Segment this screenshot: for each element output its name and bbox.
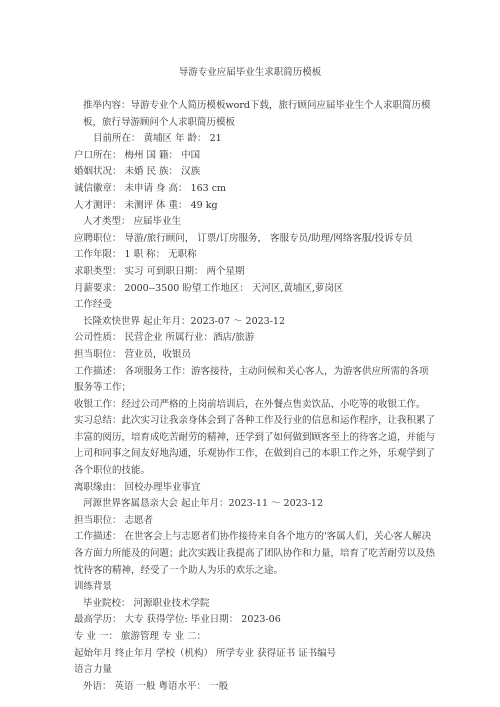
section-language: 语言力量 <box>74 664 113 676</box>
language-line: 外语： 英语 一般 粤语水平： 一般 <box>83 680 229 692</box>
work-years-line: 工作年限： 1 职 称： 无职称 <box>74 249 197 261</box>
document-title: 导游专业应届毕业生求职简历模板 <box>178 67 322 78</box>
job2-position-line: 担当职位： 志愿者 <box>74 514 154 526</box>
job1-leave-reason: 离职缘由： 回校办理毕业事宜 <box>74 481 201 493</box>
salary-line: 月薪要求： 2000--3500 盼望工作地区： 天河区,黄埔区,萝岗区 <box>74 282 344 294</box>
job1-description: 工作描述： 各项服务工作：游客接待，主动问候和关心客人，为游客供应所需的各项服务等工作； <box>74 365 429 394</box>
job2-description: 工作描述： 在世客会上与志愿者们协作接待来自各个地方的'客属人们，关心客人解决各方面力所能及的问题；此次实践让我提高了团队协作和力量，培育了吃苦耐劳以及热忱待客的精神，经受了一个助人为乐的欢乐之途。 <box>74 531 436 576</box>
job1-company-line: 长隆欢快世界 起止年月：2023-07 ～ 2023-12 <box>83 315 286 327</box>
intro-paragraph: 推举内容：导游专业个人简历模板word下载，旅行顾问应届毕业生个人求职简历模板，旅行导游顾问个人求职简历模板 <box>83 100 431 128</box>
marital-status-line: 婚姻状况： 未婚 民 族： 汉族 <box>74 166 201 178</box>
hukou-line: 户口所在： 梅州 国 籍： 中国 <box>74 149 201 161</box>
job1-internship-summary: 实习总结：此次实习让我亲身体会到了各种工作及行业的信息和运作程序，让我积累了丰富的阅历，培育成吃苦耐劳的精神，还学到了如何做到顾客至上的待客之道，并能与上司和同事之间友好地沟通，乐观协作工作，在做到自己的本职工作之外，乐观学到了各个职位的技能。 <box>74 415 436 477</box>
education-table-header: 起始年月 终止年月 学校（机构） 所学专业 获得证书 证书编号 <box>74 647 337 659</box>
integrity-badge-line: 诚信徽章： 未申请 身 高： 163 cm <box>74 182 227 194</box>
job1-company-type-line: 公司性质： 民营企业 所属行业：酒店/旅游 <box>74 332 255 344</box>
section-work-experience: 工作经受 <box>74 299 113 311</box>
school-line: 毕业院校： 河源职业技术学院 <box>83 597 210 609</box>
talent-assessment-line: 人才测评： 未测评 体 重： 49 kg <box>74 199 218 211</box>
degree-line: 最高学历： 大专 获得学位: 毕业日期： 2023-06 <box>74 614 281 626</box>
job1-cashier-description: 收银工作：经过公司严格的上岗前培训后，在外餐点售卖饮品、小吃等的收银工作。 <box>74 398 426 410</box>
job1-position-line: 担当职位： 营业员，收银员 <box>74 348 192 360</box>
document-body <box>74 98 438 695</box>
talent-type-line: 人才类型： 应届毕业生 <box>83 216 182 228</box>
applied-position-line: 应聘职位： 导游/旅行顾问， 订票/订房服务， 客服专员/助理/网络客服/投诉专员 <box>74 232 413 244</box>
job2-company-line: 河源世界客属恳亲大会 起止年月：2023-11 ～ 2023-12 <box>83 498 324 510</box>
job-type-line: 求职类型： 实习 可到职日期： 两个星期 <box>74 265 245 277</box>
current-location-line: 目前所在： 黄埔区 年 龄： 21 <box>93 133 222 145</box>
major-line: 专 业 一： 旅游管理 专 业 二： <box>74 631 207 642</box>
section-education: 训练背景 <box>74 581 113 593</box>
